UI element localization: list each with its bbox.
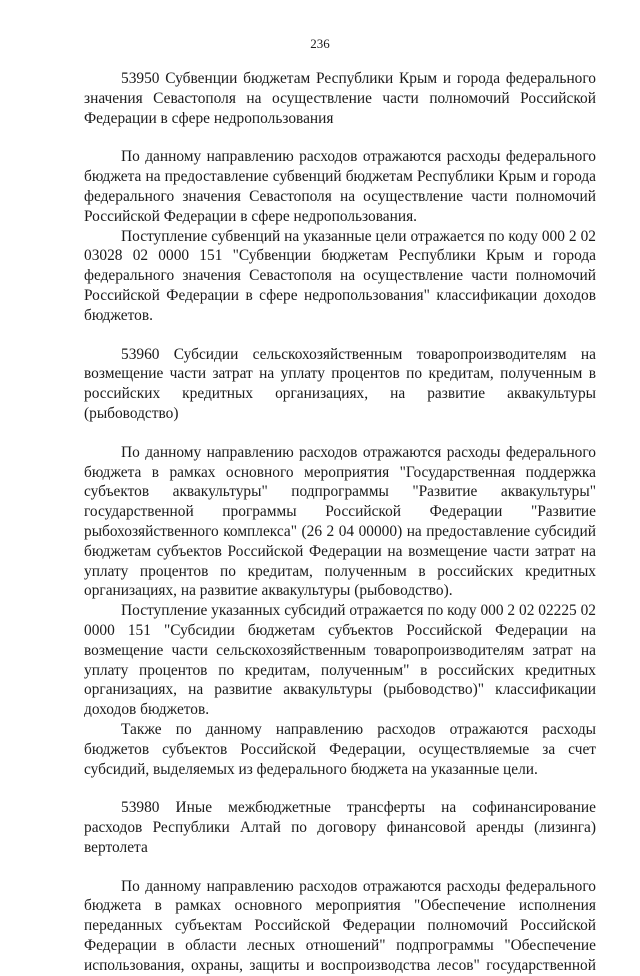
document-body xyxy=(84,69,596,976)
paragraph: Поступление указанных субсидий отражается по коду 000 2 02 02225 02 0000 151 "Субсидии бюджетам субъектов Российской Федерации на возмещение части сельскохозяйственным товаропроизводителям затрат на уплату процентов по кредитам, полученным" в российских кредитных организациях, на развитие аквакультуры (рыбоводство)" классификации доходов бюджетов. xyxy=(84,602,596,719)
paragraph: По данному направлению расходов отражаются расходы федерального бюджета на предоставление субвенций бюджетам Республики Крым и города федерального значения Севастополя на осуществление части полномочий Российской Федерации в сфере недропользования. xyxy=(84,148,596,225)
paragraph: Также по данному направлению расходов отражаются расходы бюджетов субъектов Российской Федерации, осуществляемые за счет субсидий, выделяемых из федерального бюджета на указанные цели. xyxy=(84,720,596,778)
section-heading-53980: 53980 Иные межбюджетные трансферты на софинансирование расходов Республики Алтай по договору финансовой аренды (лизинга) вертолета xyxy=(84,799,596,856)
paragraph: Поступление субвенций на указанные цели отражается по коду 000 2 02 03028 02 0000 151 "Субвенции бюджетам Республики Крым и города федерального значения Севастополя на осуществление части полномочий Российской Федерации в сфере недропользования" классификации доходов бюджетов. xyxy=(84,227,596,324)
section-heading-53950: 53950 Субвенции бюджетам Республики Крым и города федерального значения Севастополя на осуществление части полномочий Российской Федерации в сфере недропользования xyxy=(84,70,596,127)
page-number: 236 xyxy=(310,36,330,51)
paragraph: По данному направлению расходов отражаются расходы федерального бюджета в рамках основного мероприятия "Государственная поддержка субъектов аквакультуры" подпрограммы "Развитие аквакультуры" государственной программы Российской Федерации "Развитие рыбохозяйственного комплекса" (26 2 04 00000) на предоставление субсидий бюджетам субъектов Российской Федерации на возмещение части затрат на уплату процентов по кредитам, полученным в российских кредитных организациях, на развитие аквакультуры (рыбоводство). xyxy=(84,443,596,600)
paragraph: По данному направлению расходов отражаются расходы федерального бюджета в рамках основного мероприятия "Обеспечение исполнения переданных субъектам Российской Федерации полномочий Российской Федерации в области лесных отношений" подпрограммы "Обеспечение использования, охраны, защиты и воспроизводства лесов" государственной xyxy=(84,877,596,974)
section-heading-53960: 53960 Субсидии сельскохозяйственным товаропроизводителям на возмещение части затрат на уплату процентов по кредитам, полученным в российских кредитных организациях, на развитие аквакультуры (рыбоводство) xyxy=(84,345,596,422)
